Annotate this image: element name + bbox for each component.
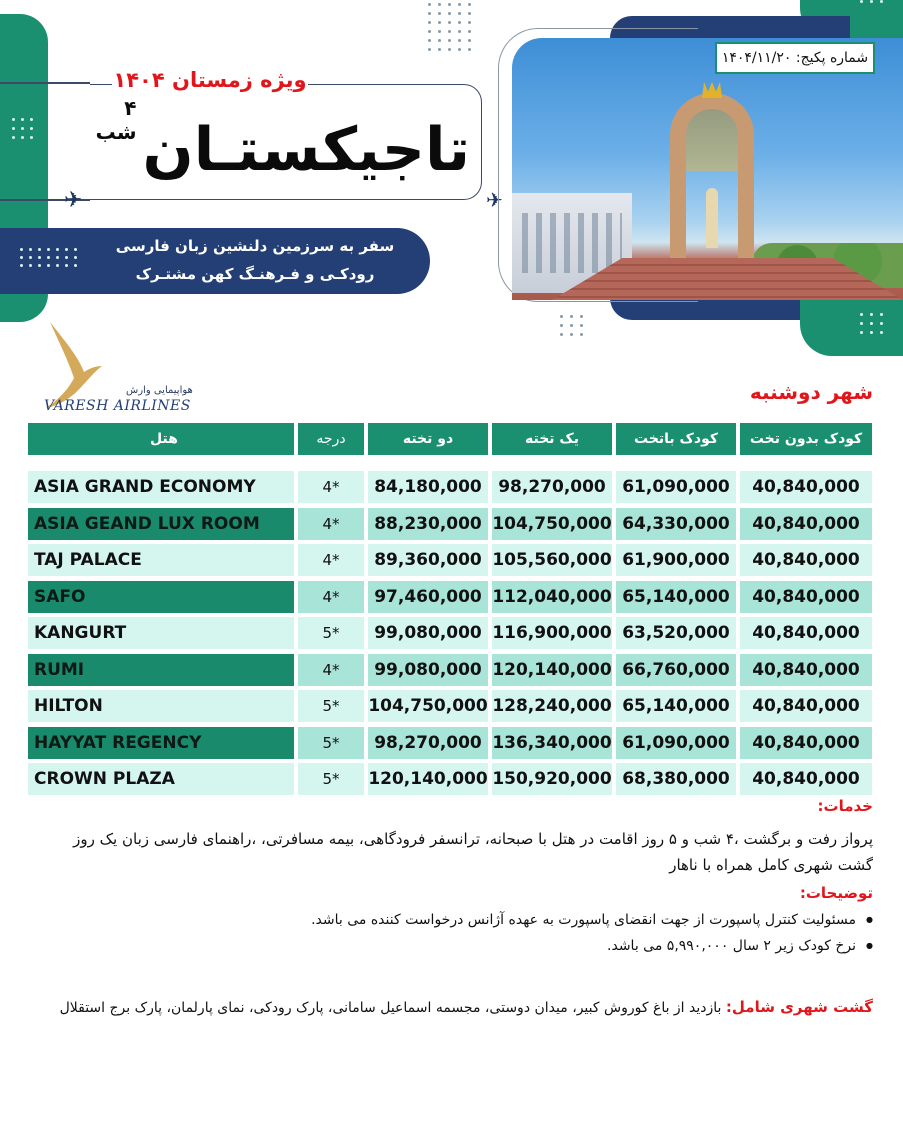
- hotel-name: TAJ PALACE: [28, 544, 294, 576]
- note-item: ● مسئولیت کنترل پاسپورت از جهت انقضای پاسپورت به عهده آژانس درخواست کننده می باشد.: [233, 910, 873, 930]
- price-child-nobed: 40,840,000: [740, 654, 872, 686]
- price-single: 136,340,000: [492, 727, 612, 759]
- price-child-nobed: 40,840,000: [740, 544, 872, 576]
- price-double: 99,080,000: [368, 654, 488, 686]
- divider-line: [0, 82, 90, 84]
- price-double: 89,360,000: [368, 544, 488, 576]
- city-title: شهر دوشنبه: [749, 380, 873, 404]
- table-row: [28, 471, 876, 508]
- city-tour-label: گشت شهری شامل:: [725, 998, 873, 1016]
- hotel-stars: 4*: [298, 654, 364, 686]
- hotel-stars: 5*: [298, 727, 364, 759]
- table-row: [28, 617, 876, 654]
- hotel-name: HAYYAT REGENCY: [28, 727, 294, 759]
- price-child-nobed: 40,840,000: [740, 763, 872, 795]
- table-row: [28, 690, 876, 727]
- price-child-bed: 63,520,000: [616, 617, 736, 649]
- services-heading: خدمات:: [817, 797, 873, 815]
- slogan-line-1: سفر به سرزمین دلنشین زبان فارسی: [115, 237, 395, 255]
- dot-grid-decoration: [560, 315, 583, 336]
- price-child-nobed: 40,840,000: [740, 617, 872, 649]
- hotel-stars: 4*: [298, 471, 364, 503]
- price-child-bed: 61,090,000: [616, 727, 736, 759]
- table-row: [28, 727, 876, 764]
- column-header-single: یک تخته: [492, 423, 612, 455]
- price-single: 128,240,000: [492, 690, 612, 722]
- dot-grid-decoration: [860, 313, 883, 334]
- price-child-nobed: 40,840,000: [740, 508, 872, 540]
- table-header-row: [28, 423, 876, 467]
- services-line-2: گشت شهری کامل همراه با ناهار: [669, 856, 873, 874]
- price-child-nobed: 40,840,000: [740, 581, 872, 613]
- table-row: [28, 654, 876, 691]
- price-single: 120,140,000: [492, 654, 612, 686]
- dot-grid-decoration: [428, 3, 471, 51]
- price-single: 116,900,000: [492, 617, 612, 649]
- price-single: 112,040,000: [492, 581, 612, 613]
- hotel-stars: 4*: [298, 508, 364, 540]
- city-tour: [33, 998, 873, 1016]
- price-double: 99,080,000: [368, 617, 488, 649]
- airline-name-fa: هواپیمایی وارش: [126, 385, 193, 396]
- services-text: [13, 826, 873, 878]
- price-double: 88,230,000: [368, 508, 488, 540]
- hotel-name: ASIA GEAND LUX ROOM: [28, 508, 294, 540]
- hotel-stars: 5*: [298, 763, 364, 795]
- package-number: ۱۴۰۴/۱۱/۲۰: [721, 50, 792, 66]
- page-title: [95, 96, 470, 190]
- hotel-name: RUMI: [28, 654, 294, 686]
- services-line-1: پرواز رفت و برگشت ،۴ شب و ۵ روز اقامت در هتل با صبحانه، ترانسفر فرودگاهی، بیمه مسافرتی، ،راهنمای فارسی زبان یک روز: [73, 830, 873, 848]
- package-number-box: [715, 42, 875, 74]
- slogan-line-2: رودکـی و فـرهنـگ کهن مشتـرک: [135, 265, 375, 283]
- airline-logo-icon: [44, 320, 104, 410]
- column-header-child-bed: کودک باتخت: [616, 423, 736, 455]
- title-nights: ۴ شب: [95, 96, 137, 144]
- table-row: [28, 544, 876, 581]
- price-double: 104,750,000: [368, 690, 488, 722]
- price-double: 120,140,000: [368, 763, 488, 795]
- airplane-icon: ✈: [64, 188, 83, 213]
- column-header-stars: درجه: [298, 423, 364, 455]
- hotel-stars: 5*: [298, 690, 364, 722]
- dot-grid-decoration: [860, 0, 883, 3]
- title-country: تاجیکستـان: [142, 115, 470, 185]
- notes-heading: توضیحات:: [799, 884, 873, 902]
- price-child-bed: 65,140,000: [616, 690, 736, 722]
- price-double: 84,180,000: [368, 471, 488, 503]
- table-row: [28, 763, 876, 800]
- monument-photo: [512, 38, 903, 300]
- price-double: 97,460,000: [368, 581, 488, 613]
- package-label: شماره پکیج:: [795, 50, 869, 66]
- notes-list: [233, 910, 873, 962]
- airplane-icon: ✈: [486, 188, 503, 212]
- column-header-hotel: هتل: [28, 423, 294, 455]
- slogan-text: [100, 232, 410, 288]
- price-child-bed: 61,900,000: [616, 544, 736, 576]
- price-child-nobed: 40,840,000: [740, 471, 872, 503]
- dot-grid-decoration: [12, 118, 33, 139]
- table-row: [28, 508, 876, 545]
- price-child-bed: 66,760,000: [616, 654, 736, 686]
- hotel-name: SAFO: [28, 581, 294, 613]
- price-child-nobed: 40,840,000: [740, 690, 872, 722]
- city-tour-text: بازدید از باغ کوروش کبیر، میدان دوستی، مجسمه اسماعیل سامانی، پارک رودکی، نمای پارلمان، پارک برج استقلال: [59, 1000, 726, 1016]
- price-single: 150,920,000: [492, 763, 612, 795]
- price-child-bed: 64,330,000: [616, 508, 736, 540]
- column-header-child-nobed: کودک بدون تخت: [740, 423, 872, 455]
- hotel-name: ASIA GRAND ECONOMY: [28, 471, 294, 503]
- price-child-bed: 68,380,000: [616, 763, 736, 795]
- column-header-double: دو تخته: [368, 423, 488, 455]
- airline-name-en: VARESH AIRLINES: [44, 398, 191, 414]
- hotel-stars: 4*: [298, 544, 364, 576]
- price-single: 105,560,000: [492, 544, 612, 576]
- price-child-bed: 61,090,000: [616, 471, 736, 503]
- price-single: 98,270,000: [492, 471, 612, 503]
- hotel-name: CROWN PLAZA: [28, 763, 294, 795]
- table-row: [28, 581, 876, 618]
- dot-grid-decoration: [20, 248, 77, 267]
- price-single: 104,750,000: [492, 508, 612, 540]
- winter-badge: ویژه زمستان ۱۴۰۴: [112, 64, 308, 96]
- hotel-stars: 5*: [298, 617, 364, 649]
- price-table: [28, 423, 876, 800]
- hotel-stars: 4*: [298, 581, 364, 613]
- price-child-bed: 65,140,000: [616, 581, 736, 613]
- price-double: 98,270,000: [368, 727, 488, 759]
- price-child-nobed: 40,840,000: [740, 727, 872, 759]
- note-item: ● نرخ کودک زیر ۲ سال ۵,۹۹۰,۰۰۰ می باشد.: [233, 936, 873, 956]
- hotel-name: KANGURT: [28, 617, 294, 649]
- hotel-name: HILTON: [28, 690, 294, 722]
